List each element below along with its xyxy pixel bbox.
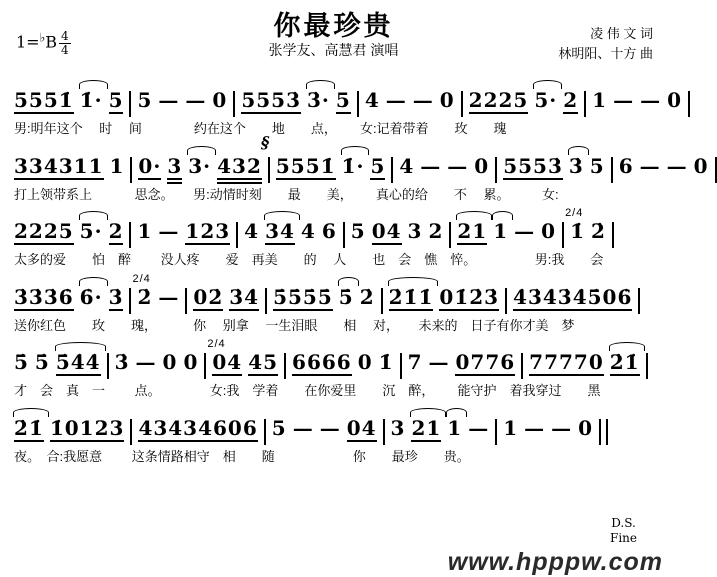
barline [357,91,359,117]
note-token: 2̇ [590,219,606,244]
note-token: 1 [503,415,519,440]
barline [129,222,131,248]
notation-row [14,338,659,382]
note-token: 0 [578,415,594,440]
note-token: 0· [138,153,162,178]
note-token: 4̇3̇4̇3̇4̇5̇06̇ [513,284,633,309]
composer-credit: 林明阳、十方 曲 [558,46,653,62]
barline [495,419,497,445]
note-token: 2̇ [137,284,153,309]
final-barline [599,419,608,445]
time-denominator: 4 [61,42,69,57]
note-token: — [524,415,546,440]
barline [688,91,690,117]
note-token: — [385,88,407,112]
note-token: 1 [592,88,608,112]
score-system [0,273,667,334]
barline [284,353,286,379]
note-token: 4 [300,219,316,244]
barline [505,288,507,314]
barline [381,288,383,314]
note-token: 1̇ [570,219,585,244]
note-token: 0 [183,350,199,375]
barline [612,222,614,248]
notation-row [14,76,682,120]
note-token: 5̇ [14,350,29,375]
note-token: 5 [370,153,386,178]
barline [130,157,132,183]
note-token: 1 [109,153,125,178]
note-token: — [420,153,442,178]
notation-row [14,273,659,317]
note-token: — [640,88,662,112]
barline [646,353,648,379]
notation-row [14,404,659,448]
score-header [0,0,667,78]
barline [611,157,613,183]
barline [343,222,345,248]
note-token: 5551̇ [14,88,74,112]
song-title: 你最珍贵 [273,11,394,42]
note-token: 2 [563,88,579,112]
note-token: — [551,415,573,440]
barline [638,288,640,314]
note-token: 1 [137,219,153,244]
note-token: 2225 [14,219,74,244]
note-token: 02̇ [193,284,224,309]
note-token: — [639,153,661,178]
barline [265,288,267,314]
barline [383,419,385,445]
lyrics-row: 太多的爱 怕 醉 没人疼 爱 再美 的 人 也 会 憔 悴。 男:我 会 [14,252,604,268]
lyrics-row: 夜。 合:我愿意 这条情路相守 相 随 你 最珍 贵。 [14,448,470,464]
note-token: 1̇ [378,350,394,375]
note-token: 0 [212,88,228,112]
segno-icon: § [258,132,273,152]
barline [584,91,586,117]
note-token: 0 [162,350,178,375]
barline [129,91,131,117]
barline [236,222,238,248]
barline [715,157,717,183]
note-token: 1 [447,415,463,440]
note-token: 4 [244,219,260,244]
note-token: 1̇0123 [49,415,125,440]
note-token: 43434606 [138,415,258,440]
note-token: 04 [371,219,402,244]
note-token: — [428,350,450,375]
score-body [0,76,709,470]
note-token: 45 [248,350,279,375]
note-token: 5· [79,219,103,244]
note-token: 5 [108,88,124,112]
note-token: 1̇· [341,153,365,178]
note-token: 3 [167,156,182,184]
note-token: — [158,88,180,112]
score-system [0,338,667,399]
note-token: 6 [618,153,634,178]
notation-row [14,207,659,251]
note-token: 21 [457,219,488,244]
note-token: 01̇2̇3̇ [439,284,500,309]
time-signature-change: 2/4 [132,272,151,285]
barline [391,157,393,183]
ds-fine-marker [610,516,637,545]
note-token: 3̇ [108,284,124,309]
note-token: 6̇· [79,284,103,309]
note-token: 2̇1̇1̇ [388,284,434,309]
note-token: 3· [188,153,212,178]
note-token: 5· [534,88,558,112]
note-token: 2̇1̇ [14,415,44,440]
note-token: 3̇3̇3̇6̇ [14,284,74,309]
note-token: — [319,415,341,440]
lyrics-row: 打上领带系上 思念。 男:动情时刻 最 美， 真心的给 不 累。 女: [14,186,559,202]
score-system [0,207,667,268]
note-token: 5 [335,88,351,112]
note-token: 21 [411,415,442,440]
barline [258,132,273,183]
note-token: — [185,88,207,112]
note-token: 0 [474,153,490,178]
barline [130,419,132,445]
barline [264,419,266,445]
lyrics-row: 男:明年这个 时 间 约在这个 地 点， 女:记着带着 玫 瑰 [14,121,507,136]
barline [449,222,451,248]
note-token: 7 [407,350,423,375]
note-token: 5553̇ [241,88,301,112]
note-token: 334311 [14,153,104,178]
note-token: 5̇ [338,284,354,309]
note-token: 3̇ [114,350,130,375]
note-token: 3 [390,415,406,440]
barline [461,91,463,117]
note-token: 3 [407,219,423,244]
note-token: 77770 [529,350,604,375]
note-token: 0 [693,153,709,178]
note-token: 3̇ [568,153,584,178]
barline [233,91,235,117]
note-token: — [613,88,635,112]
note-token: 4 [364,88,380,112]
performers-line: 张学友、高慧君 演唱 [268,42,399,58]
note-token: 5̇ [34,350,50,375]
note-token: 432 [217,156,262,184]
score-system [0,404,667,465]
flat-icon: ♭ [39,30,46,45]
note-token: — [412,88,434,112]
note-token: 0 [541,219,557,244]
fine-label: Fine [610,530,637,545]
lyrics-row: 才 会 真 一 点。 女:我 学着 在你爱里 沉 醉， 能守护 着我穿过 黑 [14,383,601,399]
note-token: — [447,153,469,178]
note-token: 6666 [292,350,352,375]
note-token: 0 [439,88,455,112]
note-token: 5553̇ [503,153,563,178]
lyricist-credit: 凌 伟 文 词 [590,26,653,41]
note-token: 3̇4̇ [229,284,260,309]
barline [107,353,109,379]
note-token: — [666,153,688,178]
note-token: 2 [108,219,124,244]
note-token: 0 [667,88,682,112]
note-token: 5 [271,415,287,440]
note-token: 0 [357,350,373,375]
note-token: 0776 [455,350,516,375]
note-token: 5̇4̇4̇ [55,350,101,375]
watermark: www.hpppw.com [447,548,663,576]
note-token: 04 [212,350,243,375]
note-token: 34 [265,219,295,244]
note-token: 5 [589,153,605,178]
barline [204,338,226,379]
time-numerator: 4 [61,29,69,43]
note-token: 04 [346,415,377,440]
lyrics-row: 送你红色 玫 瑰， 你 别拿 一生泪眼 相 对， 未来的 日子有你才美 梦 [14,317,575,333]
note-token: — [514,219,536,244]
note-token: 1̇· [79,88,103,112]
note-token: 2̇ [359,284,375,309]
note-token: 5 [137,88,153,112]
note-token: 1 [493,219,509,244]
note-token: — [158,219,180,244]
ds-label: D.S. [611,516,636,531]
key-prefix: 1= [16,32,40,52]
barline [495,157,497,183]
note-token: — [292,415,314,440]
note-token: 3̇· [307,88,330,112]
note-token: 5 [350,219,366,244]
note-token: 5551̇ [275,153,336,178]
barline [521,353,523,379]
note-token: 123 [185,219,231,244]
note-token: — [135,350,157,375]
time-signature-change: 2/4 [565,207,584,220]
note-token: 2225 [468,88,529,112]
note-token: — [468,415,490,440]
barline [129,272,151,314]
notation-row [14,132,709,186]
note-token: 2̇1̇ [609,350,640,375]
note-token: 4 [399,153,415,178]
note-token: 2 [428,219,444,244]
barline [562,207,584,248]
time-signature-change: 2/4 [207,338,226,351]
score-system [0,132,709,203]
note-token: — [158,284,180,309]
note-token: 6 [321,219,337,244]
note-token: 5̇5̇5̇5̇ [273,284,333,309]
key-letter: B [45,32,58,52]
credits-block [558,24,653,64]
barline [185,288,187,314]
score-system [0,76,682,137]
barline [400,353,402,379]
